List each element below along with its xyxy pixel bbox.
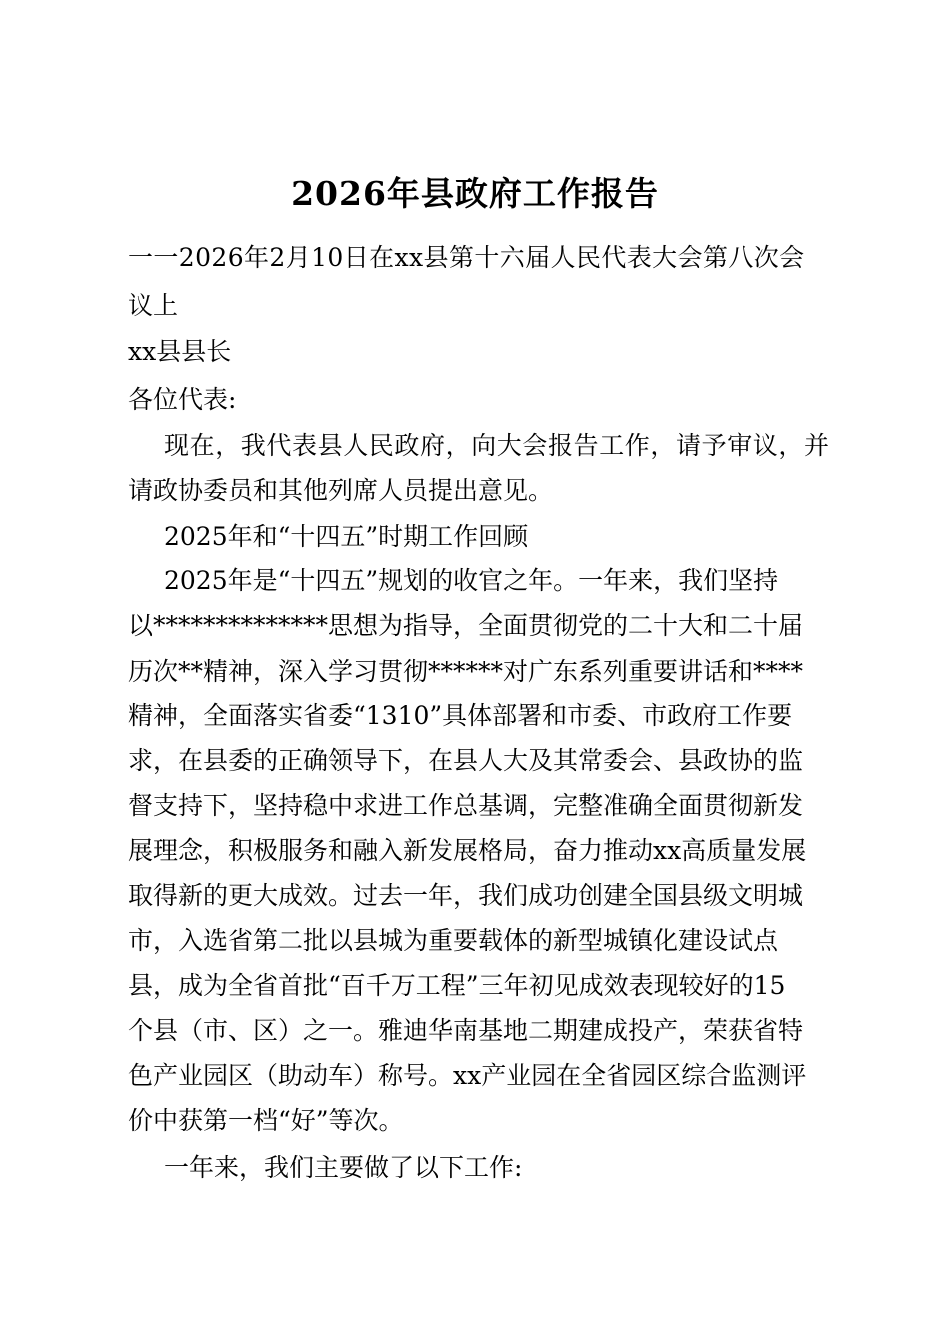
paragraph-line: 县，成为全省首批“百千万工程”三年初见成效表现较好的15 xyxy=(128,971,786,1000)
paragraph-line: 价中获第一档“好”等次。 xyxy=(128,1106,404,1135)
paragraph-line: 历次**精神，深入学习贯彻******对广东系列重要讲话和**** xyxy=(128,657,804,686)
paragraph-line: 展理念，积极服务和融入新发展格局，奋力推动xx高质量发展 xyxy=(128,836,807,865)
paragraph-line: 取得新的更大成效。过去一年，我们成功创建全国县级文明城 xyxy=(128,881,804,910)
paragraph-line: 督支持下，坚持稳中求进工作总基调，完整准确全面贯彻新发 xyxy=(128,791,804,820)
paragraph-line: 以**************思想为指导，全面贯彻党的二十大和二十届 xyxy=(128,611,804,640)
paragraph-line: 求，在县委的正确领导下，在县人大及其常委会、县政协的监 xyxy=(128,746,804,775)
paragraph-line: 市，入选省第二批以县城为重要载体的新型城镇化建设试点 xyxy=(128,926,779,955)
paragraph-line: 精神，全面落实省委“1310”具体部署和市委、市政府工作要 xyxy=(128,701,793,730)
paragraph-line: 色产业园区（助动车）称号。xx产业园在全省园区综合监测评 xyxy=(128,1061,807,1090)
paragraph-line: 2025年是“十四五”规划的收官之年。一年来，我们坚持 xyxy=(164,566,779,595)
section-heading: 2025年和“十四五”时期工作回顾 xyxy=(164,522,529,551)
author-line: xx县县长 xyxy=(128,337,232,366)
subtitle-line-2: 议上 xyxy=(128,291,179,320)
paragraph-line: 一年来，我们主要做了以下工作: xyxy=(164,1153,523,1182)
paragraph-line: 现在，我代表县人民政府，向大会报告工作，请予审议，并 xyxy=(164,431,830,460)
paragraph-line: 个县（市、区）之一。雅迪华南基地二期建成投产，荣获省特 xyxy=(128,1016,804,1045)
salutation: 各位代表: xyxy=(128,385,237,414)
paragraph-line: 请政协委员和其他列席人员提出意见。 xyxy=(128,476,554,505)
document-title: 2026年县政府工作报告 xyxy=(291,174,659,213)
subtitle-line-1: 一一2026年2月10日在xx县第十六届人民代表大会第八次会 xyxy=(128,243,805,272)
